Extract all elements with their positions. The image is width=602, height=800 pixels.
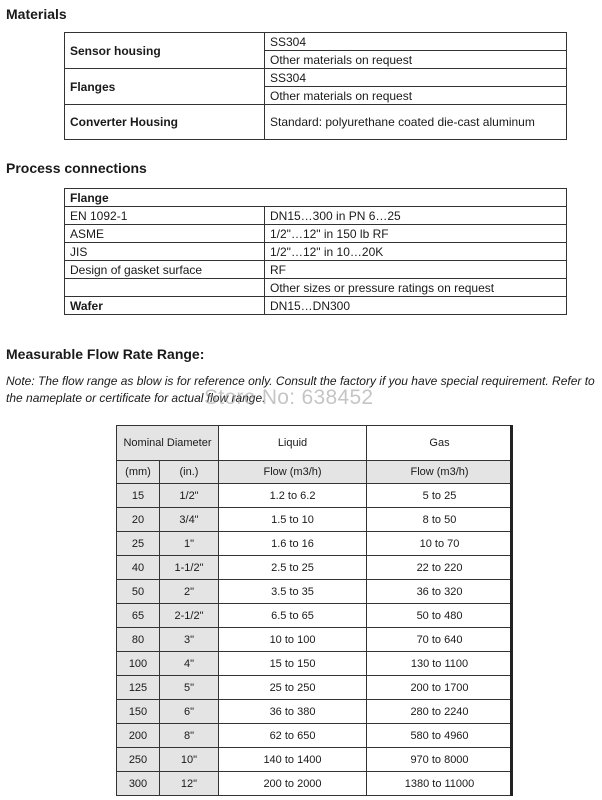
- in-cell: 1": [160, 532, 219, 556]
- table-row: [117, 628, 513, 652]
- table-row: [65, 33, 567, 51]
- process-heading: Process connections: [6, 160, 147, 176]
- row-label: Converter Housing: [65, 105, 265, 140]
- in-cell: 3": [160, 628, 219, 652]
- mm-cell: 300: [117, 772, 160, 796]
- row-value: 1/2"…12" in 150 lb RF: [265, 225, 567, 243]
- table-row: [117, 508, 513, 532]
- gas-flow-cell: 280 to 2240: [367, 700, 513, 724]
- gas-flow-cell: 70 to 640: [367, 628, 513, 652]
- mm-cell: 100: [117, 652, 160, 676]
- in-cell: 3/4": [160, 508, 219, 532]
- table-row: [117, 484, 513, 508]
- liquid-flow-cell: 3.5 to 35: [219, 580, 367, 604]
- table-row: [65, 207, 567, 225]
- gas-flow-cell: 130 to 1100: [367, 652, 513, 676]
- table-row: [117, 724, 513, 748]
- in-cell: 2-1/2": [160, 604, 219, 628]
- mm-cell: 250: [117, 748, 160, 772]
- liquid-flow-cell: 25 to 250: [219, 676, 367, 700]
- table-row: [65, 297, 567, 315]
- in-cell: 1/2": [160, 484, 219, 508]
- table-row: [117, 652, 513, 676]
- row-value: RF: [265, 261, 567, 279]
- row-label: Sensor housing: [65, 33, 265, 69]
- gas-flow-cell: 200 to 1700: [367, 676, 513, 700]
- liquid-flow-cell: 10 to 100: [219, 628, 367, 652]
- mm-cell: 125: [117, 676, 160, 700]
- row-label: JIS: [65, 243, 265, 261]
- mm-header: (mm): [117, 461, 160, 484]
- wafer-value: DN15…DN300: [265, 297, 567, 315]
- gas-header: Gas: [367, 426, 513, 461]
- row-value: Other materials on request: [265, 87, 567, 105]
- liquid-flow-cell: 140 to 1400: [219, 748, 367, 772]
- liquid-flow-cell: 2.5 to 25: [219, 556, 367, 580]
- in-cell: 8": [160, 724, 219, 748]
- row-value: SS304: [265, 33, 567, 51]
- liquid-unit-header: Flow (m3/h): [219, 461, 367, 484]
- table-row: [117, 580, 513, 604]
- in-cell: 5": [160, 676, 219, 700]
- flow-heading: Measurable Flow Rate Range:: [6, 346, 205, 362]
- liquid-flow-cell: 62 to 650: [219, 724, 367, 748]
- mm-cell: 65: [117, 604, 160, 628]
- mm-cell: 20: [117, 508, 160, 532]
- row-value: Other sizes or pressure ratings on request: [265, 279, 567, 297]
- in-cell: 2": [160, 580, 219, 604]
- materials-heading: Materials: [6, 6, 67, 22]
- in-cell: 12": [160, 772, 219, 796]
- table-row: [117, 532, 513, 556]
- mm-cell: 15: [117, 484, 160, 508]
- gas-flow-cell: 22 to 220: [367, 556, 513, 580]
- wafer-label: Wafer: [65, 297, 265, 315]
- in-header: (in.): [160, 461, 219, 484]
- table-row: [117, 772, 513, 796]
- table-row: [65, 189, 567, 207]
- materials-table: [64, 32, 567, 140]
- liquid-header: Liquid: [219, 426, 367, 461]
- nominal-diameter-header: Nominal Diameter: [117, 426, 219, 461]
- liquid-flow-cell: 200 to 2000: [219, 772, 367, 796]
- table-row: [117, 748, 513, 772]
- flange-label: Flange: [65, 189, 567, 207]
- gas-flow-cell: 10 to 70: [367, 532, 513, 556]
- gas-flow-cell: 1380 to 11000: [367, 772, 513, 796]
- table-header-row: [117, 426, 513, 461]
- table-row: [65, 225, 567, 243]
- table-row: [65, 69, 567, 87]
- row-label: ASME: [65, 225, 265, 243]
- process-table: [64, 188, 567, 315]
- gas-flow-cell: 50 to 480: [367, 604, 513, 628]
- gas-flow-cell: 580 to 4960: [367, 724, 513, 748]
- in-cell: 10": [160, 748, 219, 772]
- flow-rows: [117, 484, 513, 796]
- flow-rate-table: [116, 425, 513, 796]
- mm-cell: 40: [117, 556, 160, 580]
- liquid-flow-cell: 15 to 150: [219, 652, 367, 676]
- table-row: [65, 105, 567, 140]
- gas-unit-header: Flow (m3/h): [367, 461, 513, 484]
- row-label: Flanges: [65, 69, 265, 105]
- gas-flow-cell: 8 to 50: [367, 508, 513, 532]
- gas-flow-cell: 970 to 8000: [367, 748, 513, 772]
- table-row: [117, 676, 513, 700]
- flow-note: Note: The flow range as blow is for reference only. Consult the factory if you have special requirement. Refer to the nameplate or certificate for actual flow range.: [6, 374, 595, 405]
- in-cell: 1-1/2": [160, 556, 219, 580]
- mm-cell: 25: [117, 532, 160, 556]
- table-row: [117, 556, 513, 580]
- gas-flow-cell: 36 to 320: [367, 580, 513, 604]
- row-value: SS304: [265, 69, 567, 87]
- store-watermark: Store No: 638452: [204, 386, 374, 409]
- table-row: [117, 700, 513, 724]
- row-value: Other materials on request: [265, 51, 567, 69]
- liquid-flow-cell: 1.2 to 6.2: [219, 484, 367, 508]
- liquid-flow-cell: 1.5 to 10: [219, 508, 367, 532]
- liquid-flow-cell: 6.5 to 65: [219, 604, 367, 628]
- in-cell: 4": [160, 652, 219, 676]
- mm-cell: 80: [117, 628, 160, 652]
- gas-flow-cell: 5 to 25: [367, 484, 513, 508]
- in-cell: 6": [160, 700, 219, 724]
- liquid-flow-cell: 36 to 380: [219, 700, 367, 724]
- mm-cell: 50: [117, 580, 160, 604]
- table-right-edge: [510, 425, 513, 796]
- liquid-flow-cell: 1.6 to 16: [219, 532, 367, 556]
- row-label: [65, 279, 265, 297]
- mm-cell: 200: [117, 724, 160, 748]
- row-value: 1/2"…12" in 10…20K: [265, 243, 567, 261]
- table-row: [65, 243, 567, 261]
- table-row: [65, 261, 567, 279]
- mm-cell: 150: [117, 700, 160, 724]
- table-row: [117, 604, 513, 628]
- row-label: Design of gasket surface: [65, 261, 265, 279]
- row-value: Standard: polyurethane coated die-cast aluminum: [265, 105, 567, 140]
- table-unit-row: [117, 461, 513, 484]
- table-row: [65, 279, 567, 297]
- row-value: DN15…300 in PN 6…25: [265, 207, 567, 225]
- row-label: EN 1092-1: [65, 207, 265, 225]
